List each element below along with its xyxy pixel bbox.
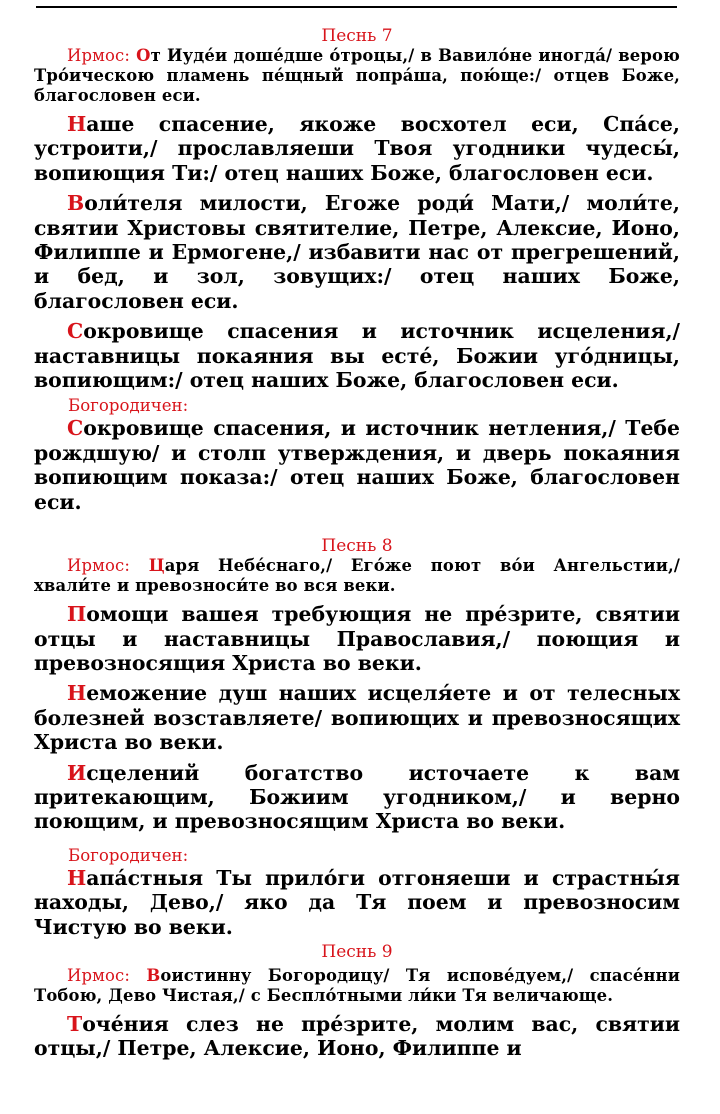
irmos-label: Ирмос: (67, 556, 131, 576)
irmos-label: Ирмос: (67, 46, 131, 65)
troparion-text: сцелений богатство источаете к вам притекающим, Божиим угодником,/ и верно поющим, и превозносящим Христа во веки. (34, 760, 680, 834)
theotokion-text: окровище спасения, и источник нетления,/ Тебе рождшую/ и столп утверждения, и дверь покаяния вопиющим показа:/ отец наших Боже, благословен еси. (34, 416, 680, 514)
song-9-irmos (34, 966, 680, 1006)
top-rule (36, 6, 677, 8)
irmos-text: т Иуде́и доше́дше о́троцы,/ в Вавило́не иногда́/ верою Тро́ическою пламень пе́щный попра́ша, пою́ще:/ отцев Боже, благословен еси. (34, 46, 681, 105)
song-7-troparion-3 (34, 319, 680, 392)
song-7-theotokion-label: Богородичен: (68, 396, 189, 416)
song-7-title: Песнь 7 (321, 26, 393, 46)
troparion-text: оче́ния слез не пре́зрите, молим вас, святии отцы,/ Петре, Алексие, Ионо, Филиппе и (34, 1011, 680, 1061)
troparion-initial: Н (67, 112, 87, 136)
song-7-irmos (34, 46, 680, 106)
song-7-troparion-2 (34, 191, 680, 313)
troparion-initial: Т (67, 1011, 83, 1036)
song-7-troparion-1 (34, 112, 680, 185)
irmos-initial: О (136, 46, 151, 65)
song-7 (34, 26, 680, 514)
song-8 (34, 536, 680, 939)
troparion-text: омощи вашея требующия не пре́зрите, святии отцы и наставницы Православия,/ поющия и превозносящия Христа во веки. (34, 602, 680, 675)
irmos-label: Ирмос: (67, 965, 131, 985)
troparion-text: оли́теля милости, Егоже роди́ Мати,/ моли́те, святии Христовы святителие, Петре, Алексие, Ионо, Филиппе и Ермогене,/ избавити нас от прегрешений, и бед, и зол, зовущих:/ отец наших Боже, благословен еси. (34, 191, 680, 313)
troparion-text: еможение душ наших исцеля́ете и от телесных болезней возставляете/ вопиющих и превозносящих Христа во веки. (34, 681, 680, 755)
song-8-theotokion (34, 866, 680, 939)
troparion-initial: Н (67, 681, 87, 706)
troparion-text: окровище спасения и источник исцеления,/ наставницы покаяния вы есте́, Божии уго́дницы, вопиющим:/ отец наших Боже, благословен еси. (34, 319, 680, 393)
song-9 (34, 942, 680, 1061)
irmos-initial: В (146, 965, 161, 985)
song-8-theotokion-label: Богородичен: (68, 845, 189, 865)
troparion-initial: В (67, 191, 85, 216)
troparion-initial: П (67, 602, 87, 627)
theotokion-text: апа́стныя Ты прило́ги отгоняеши и страстны́я находы, Дево,/ яко да Тя поем и превозносим Чистую во веки. (34, 865, 680, 939)
page-text (34, 26, 680, 1061)
irmos-initial: Ц (148, 556, 165, 576)
theotokion-initial: Н (67, 865, 87, 890)
song-8-troparion-3 (34, 761, 680, 834)
song-9-troparion-1 (34, 1012, 680, 1061)
irmos-text: оистинну Богородицу/ Тя испове́дуем,/ спасе́нни Тобою, Дево Чистая,/ с Беспло́тными ли́ки Тя величающе. (34, 965, 680, 1005)
song-7-theotokion (34, 416, 680, 514)
song-9-title: Песнь 9 (321, 941, 393, 962)
theotokion-initial: С (67, 416, 84, 441)
song-8-title: Песнь 8 (321, 536, 393, 557)
troparion-initial: С (67, 319, 84, 344)
irmos-text: аря Небе́снаго,/ Его́же поют во́и Ангельстии,/ хвали́те и превозноси́те во вся веки. (34, 556, 680, 596)
song-8-troparion-1 (34, 602, 680, 675)
song-8-irmos (34, 556, 680, 596)
song-8-troparion-2 (34, 681, 680, 754)
troparion-text: аше спасение, якоже восхотел еси, Спа́се, устроити,/ прославляеши Твоя угодники чудесы́, вопиющия Ти:/ отец наших Боже, благословен еси. (34, 112, 680, 185)
troparion-initial: И (67, 760, 87, 785)
